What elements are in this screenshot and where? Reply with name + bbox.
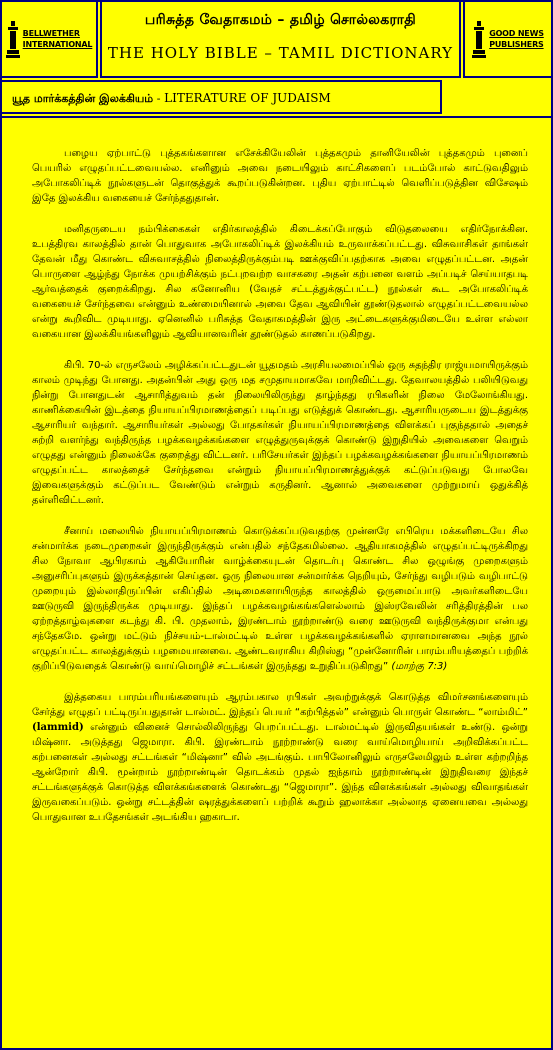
section-title <box>12 91 331 107</box>
paragraph-3: கிபி. 70-ல் எருசலேம் அழிக்கப்பட்டதுடன் யூதமதம் அரசியலமைப்பில் ஒரு சுதந்திர ராஜ்யமாயிருக்கும் காலம் முடிந்து போனது. அதன்பின் அது ஒரு மத சமுதாயமாகவே மாறிவிட்டது. தேவாலயத்தில் பலியிடுவது நின்று போனதுடன் ஆசாரித்துவம் தன் நிலையிலிருந்து தாழ்ந்தது ரபிகளின் நிலை மேலோங்கியது. காணிக்கையின் இடத்தை நியாயப்பிரமாணத்தைப் படிப்பது எடுத்துக் கொண்டது. ஆசாரியருடைய இடத்துக்கு ஆசாரியர் வந்தார். ஆசாரியர்கள் அல்லது போதகர்கள் நியாயப்பிரமாணத்தை விளக்கப் புகுந்ததால் அதைச் சுற்றி வளர்ந்து வந்திருந்த பழக்கவழக்கங்களை எழுத்துருவுக்குக் கொண்டு இறுதியில் அவைகளை வெறும் எழுதது என்னும் நிலைக்கே குறைத்து விட்டனர். பரிசேயர்கள் இந்தப் பழக்கவழக்கங்களை நியாயப்பிரமாணம் எழுதப்பட்ட காலத்தைச் சேர்ந்தவை என்றும் நியாயப்பிரமாணத்துக்குக் கட்டுப்படுவது போலவே இவைகளுக்கும் கட்டுப்பட வேண்டும் என்றும் கருதினர். ஆனால் அவைகளை முற்றுமாய் ஒதுக்கித் தள்ளிவிட்டனர். <box>32 360 528 506</box>
scripture-reference: (மாற்கு 7:3) <box>391 661 448 672</box>
title-english: THE HOLY BIBLE – TAMIL DICTIONARY <box>107 44 454 62</box>
paragraph-1: பழைய ஏற்பாட்டு புத்தகங்களான எசேக்கியேலின் புத்தகமும் தானியேலின் புத்தகமும் புனைப் பெயரில் எழுதப்பட்டவையல்ல. எனினும் அவை நடையிலும் காட்சிகளைப் படம்போல் காட்டுவதிலும் அபோகலிப்டிக் நூல்களுடன் தொகுத்துக் கூறப்படுகின்றன. புதிய ஏற்பாட்டில் வெளிப்படுத்தின விசேஷம் இதே இலக்கிய வகையைச் சேர்ந்ததுதான். <box>32 148 528 204</box>
article-body <box>32 146 528 841</box>
lamp-icon <box>472 19 486 59</box>
content-panel <box>0 116 553 1050</box>
section-title-separator: - <box>153 92 165 105</box>
bellwether-logo-panel <box>0 0 98 78</box>
bellwether-logo <box>6 19 93 59</box>
section-title-english: LITERATURE OF JUDAISM <box>164 91 331 105</box>
paragraph-2: மனிதருடைய நம்பிக்கைகள் எதிர்காலத்தில் கிடைக்கப்போகும் விடுதலையை எதிர்நோக்கின. உபத்திரவ காலத்தில் தான் பொதுவாக அபோகலிப்டிக் இலக்கியம் உருவாக்கப்பட்டது. விசுவாசிகள் தாங்கள் தேவன் மீது கொண்ட விசுவாசத்தில் நிலைத்திருக்கும்படி ஊக்குவிப்பதற்காக அவை எழுதப்பட்டன. அதன் பொருளை ஆழ்ந்து நோக்க முயற்சிக்கும் நட்புறவற்ற வாசகரை அதன் கற்பனை வளம் அப்படிச் செய்யாதபடி ஆர்வத்தைக் குறைக்கிறது. சில கனோனிய (வேதச் சட்டத்துக்குட்பட்ட) நூல்கள் கூட அபோகலிப்டிக் வகையைச் சேர்ந்தவை என்னும் உண்மையினால் அவை தேவ ஆவியின் தூண்டுதலால் எழுதப்பட்டவையல்ல என்று கூறிவிட முடியாது. ஏனெனில் பரிசுத்த வேதாகமத்தின் இரு அட்டைகளுக்குமிடையே உள்ள எல்லா வகையான இலக்கியங்களிலும் ஆவியானவரின் தூண்டுதல் காணப்படுகிறது. <box>32 224 528 340</box>
paragraph-5-text-b: என்னும் வினைச் சொல்லிலிருந்து பெறப்பட்டது. டால்மட்டில் இருவிதயங்கள் உண்டு. ஒன்று மிஷ்னா. அடுத்தது ஜெமாரா. கிபி. இரண்டாம் நூற்றாண்டு வரை வாய்மொழியாய் அறிவிக்கப்பட்ட கற்பனைகள் அல்லது சட்டங்கள் “மிஷ்னா” வில் அடங்கும். பாபிலோனிலும் எருசலேமிலும் உள்ள கற்றறிந்த ஆன்றோர் கிபி. மூன்றாம் நூற்றாண்டின் தொடக்கம் முதல் ஐந்தாம் நூற்றாண்டின் இறுதிவரை இந்தச் சட்டங்களுக்குக் கொடுத்த விளக்கங்களைக் கொண்டது “ஜெமாரா”. இந்த விளக்கங்கள் அல்லது விவாதங்கள் இருவகைப்படும். ஒன்று சட்டத்தின் ஷரத்துக்களைப் பற்றிக் கூறும் ஹலாக்கா அல்லாத ஏனையவை அல்லது பொதுவான உபதேசங்கள் அடங்கிய ஹகாடா. <box>32 722 528 823</box>
good-news-logo <box>472 19 544 59</box>
section-title-tamil: யூத மார்க்கத்தின் இலக்கியம் <box>12 92 154 105</box>
lammid-term: (lammid) <box>32 722 84 733</box>
logo-right-line1: GOOD NEWS <box>489 29 544 38</box>
lamp-icon <box>6 19 20 59</box>
logo-left-line1: BELLWETHER <box>22 29 80 38</box>
good-news-logo-panel <box>463 0 553 78</box>
paragraph-4 <box>32 524 528 674</box>
logo-right-line2: PUBLISHERS <box>489 40 544 49</box>
section-title-panel <box>0 80 442 114</box>
paragraph-5-text-a: இத்தகைய பாரம்பரியங்களையும் ஆரம்பகால ரபிகள் அவற்றுக்குக் கொடுத்த விமர்சனங்களையும் சேர்த்து எழுதப் பட்டிருப்பதுதான் டால்மட். இந்தப் பெயர் “கற்பித்தல்” என்னும் பொருள் கொண்ட “லாம்மிட்” <box>32 692 528 718</box>
paragraph-5 <box>32 690 528 825</box>
logo-left-line2: INTERNATIONAL <box>22 40 93 49</box>
title-tamil: பரிசுத்த வேதாகமம் – தமிழ் சொல்லகராதி <box>144 12 417 28</box>
header-title-panel <box>100 0 461 78</box>
paragraph-4-text: சீனாய் மலையில் நியாயப்பிரமாணம் கொடுக்கப்படுவதற்கு முன்னரே எபிரெய மக்களிடையே சில சன்மார்க்க நடைமுறைகள் இருந்திருக்கும் என்பதில் சந்தேகமில்லை. ஆதியாகமத்தில் எழுதப்பட்டிருக்கிறது சில நோவா ஆபிரகாம் ஆகியோரின் வாழ்க்கையுடன் தொடர்பு கொண்ட சில ஒழுங்கு முறைகளும் அனுசரிப்புகளும் இருக்கத்தான் செய்தன. ஒரு நிலையான சன்மார்க்க நெறியும், சேர்ந்து வழிபடும் வழிபாட்டு முறையும் இல்லாதிருப்பின் எகிப்தில் அடிமைகளாயிருந்த காலத்தில் ஒருமைப்பாடு அவர்களிடையே ஊடுருவி இருந்திருக்க முடியாது. இந்தப் பழக்கவழங்கங்களெல்லாம் இஸ்ரவேலின் சரித்திரத்தின் பல ஏற்றத்தாழ்வுகளை கடந்து கி. பி. முதலாம், இரண்டாம் நூற்றாண்டு வரை ஊடுருவி வந்திருக்குமா என்பது சந்தேகமே. ஒன்று மட்டும் நிச்சயம்-டால்மட்டில் உள்ள பழக்கவழக்கங்களில் ஏராளமானவை அந்த நூல் எழுதப்பட்ட காலத்துக்கும் பழமையானவை. ஆண்டவராகிய கிறிஸ்து “முன்னோரின் பாரம்பரியத்தைப் பற்றிக் குறிப்பிடுவதைக் கொண்டு வாய்மொழிச் சட்டங்கள் இருந்தது உறுதிப்படுகிறது” <box>32 526 528 672</box>
